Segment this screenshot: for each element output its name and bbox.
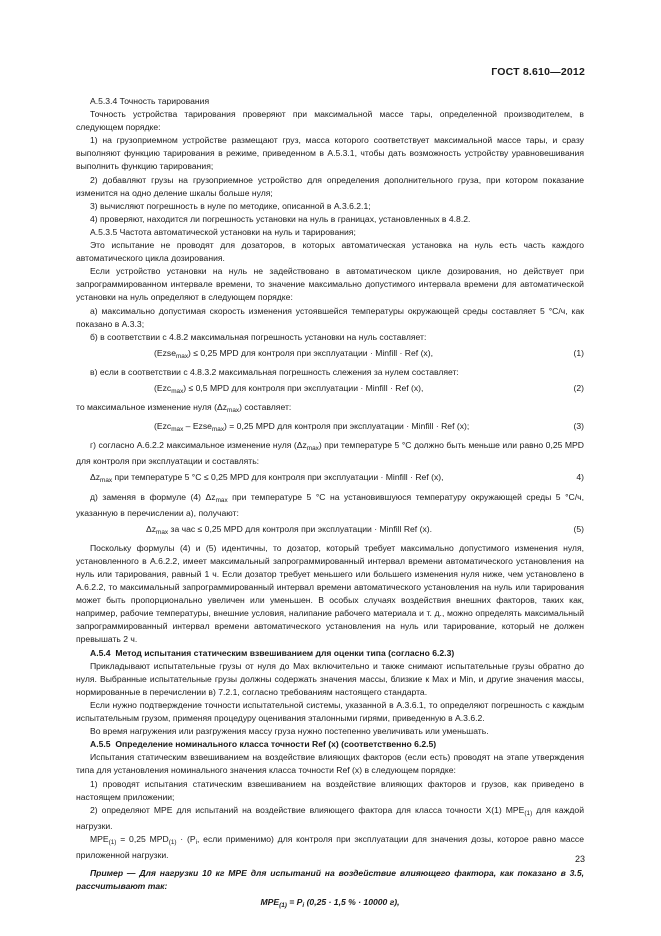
list-item: б) в соответствии с 4.8.2 максимальная погрешность установки на нуль составляет:	[90, 331, 427, 342]
formula-5	[76, 523, 584, 539]
paragraph: Испытания статическим взвешиванием на воздействие влияющих факторов (если есть) проводят на этапе утверждения типа для установления номинального значения класса точности Ref (x) в следующем порядке:	[76, 752, 584, 776]
formula-number: 4)	[576, 472, 584, 483]
paragraph: Если нужно подтверждение точности испытательной системы, указанной в А.3.6.1, то определяют погрешность с каждым испытательным грузом, применяя процедуру оценивания эталонными гирями, приведенную в А.3.6.2.	[76, 699, 584, 724]
list-item: д) заменяя в формуле (4) $\Delta z_{max}$ при температуре 5 °С на установившуюся температуру окружающей среды 5 °С/ч, указанную в перечислении а), получают:	[76, 491, 584, 518]
section-heading: А.5.3.4 Точность тарирования	[90, 96, 210, 106]
paragraph: $MPE_{(1)} = 0,25$ $MPD_{(1)} \cdot (P_i$, если применимо) для контроля при эксплуатации для значения дозы, которое равно массе приложенной нагрузки.	[76, 833, 585, 860]
formula-expression: $\Delta z_{max}$ при температуре 5 °С ≤ 0,25 MPD для контроля при эксплуатации · Minfill · Ref (x),	[90, 472, 444, 485]
formula-number: (2)	[573, 382, 584, 393]
formula-expression: $MPE_{(1)} = P_i$ (0,25 · 1,5 % · 10000 г),	[260, 897, 400, 910]
list-item: 2) добавляют грузы на грузоприемное устройство для определения дополнительного груза, при котором показание изменится на одно деление шкалы больше нуля;	[76, 174, 584, 198]
list-item: 1) проводят испытания статическим взвешиванием на воздействие влияющих факторов и грузов, как приведено в настоящем приложении;	[76, 778, 584, 802]
list-item: 4) проверяют, находится ли погрешность установки на нуль в границах, установленных в 4.8.2.	[90, 213, 471, 224]
formula-expression: (Ezc$_{max}$ – Ezse$_{max}$) = 0,25 MPD для контроля при эксплуатации · Minfill · Ref (x);	[154, 421, 470, 434]
document-header: ГОСТ 8.610—2012	[491, 66, 585, 78]
formula-number: (1)	[573, 347, 584, 358]
formula-3	[76, 420, 584, 436]
example-paragraph: Пример — Для нагрузки 10 кг МРЕ для испытаний на воздействие влияющего фактора, как показано в 3.5, рассчитывают так:	[76, 868, 584, 892]
page-number: 23	[574, 854, 585, 864]
section-heading: А.5.3.5 Частота автоматической установки на нуль и тарирования;	[90, 226, 356, 237]
section-heading: А.5.5 Определение номинального класса точности Ref (x) (соответственно 6.2.5)	[90, 739, 437, 750]
document-body	[76, 95, 584, 915]
formula-number: (3)	[573, 421, 584, 432]
paragraph: Это испытание не проводят для дозаторов, в которых автоматическая установка на нуль есть часть каждого автоматического цикла дозирования.	[76, 240, 584, 264]
list-item: а) максимально допустимая скорость изменения устоявшейся температуры окружающей среды составляет 5 °С/ч, как показано в А.3.3;	[76, 305, 584, 329]
paragraph: Прикладывают испытательные грузы от нуля до Max включительно и также снимают испытательные грузы обратно до нуля. Выбранные испытательные грузы должны содержать значения массы, близкие к Max и Min, и другие значения массы, нормированные в перечислении в) 7.2.1, согласно требованиям настоящего стандарта.	[76, 660, 584, 697]
paragraph: Точность устройства тарирования проверяют при максимальной массе тары, определенной производителем, в следующем порядке:	[76, 109, 584, 133]
formula-2	[76, 382, 584, 398]
formula-6	[76, 896, 584, 912]
list-item: 3) вычисляют погрешность в нуле по методике, описанной в А.3.6.2.1;	[90, 200, 371, 211]
list-item: г) согласно А.6.2.2 максимальное изменение нуля $(\Delta z_{max})$ при температуре 5 °С должно быть меньше или равно 0,25 MPD для контроля при эксплуатации и составлять:	[76, 440, 584, 467]
paragraph: Поскольку формулы (4) и (5) идентичны, то дозатор, который требует максимально допустимого изменения нуля, установленного в А.6.2.2, имеет максимальный запрограммированный интервал времени автоматического установления на нуль или тарирования, равный 1 ч. Если дозатор требует меньшего или большего изменения нуля ниже, чем установлено в А.6.2.2, то максимальный запрограммированный интервал времени автоматического установления на нуль или тарирования может быть пропорционально увеличен или уменьшен. В особых случаях воздействия внешних факторов, таких как, например, рабочие температуры, внешние условия, налипание рабочего материала и т. д., можно определять максимальный запрограммированный интервал времени автоматического установления на нуль или тарирование, который не должен превышать 2 ч.	[76, 542, 584, 645]
list-item: в) если в соответствии с 4.8.3.2 максимальная погрешность слежения за нулем составляет:	[90, 366, 459, 377]
list-item: 1) на грузоприемном устройстве размещают груз, масса которого соответствует максимальной массе тары, и сразу выполняют функцию тарирования в режиме, приведенном в А.5.3.1, чтобы дать возможность устройству уравновешивания выполнить функцию тарирования;	[76, 135, 584, 172]
section-heading: А.5.4 Метод испытания статическим взвешиванием для оценки типа (согласно 6.2.3)	[90, 647, 455, 658]
formula-4	[76, 471, 584, 487]
paragraph: Во время нагружения или разгружения массу груза нужно постепенно увеличивать или уменьшать.	[90, 726, 489, 737]
formula-expression: $\Delta z_{max}$ за час ≤ 0,25 MPD для контроля при эксплуатации · Minfill Ref (x).	[146, 523, 432, 536]
formula-number: (5)	[573, 523, 584, 534]
formula-expression: (Ezc$_{max}$) ≤ 0,5 MPD для контроля при эксплуатации · Minfill · Ref (x),	[154, 382, 424, 395]
paragraph: Если устройство установки на нуль не задействовано в автоматическом цикле дозирования, но действует при запрограммированном интервале времени, то значение максимально допустимого интервала времени для автоматической установки на нуль определяют в следующем порядке:	[76, 266, 584, 303]
paragraph: то максимальное изменение нуля $(\Delta z_{max})$ составляет:	[76, 402, 292, 415]
list-item: 2) определяют МРЕ для испытаний на воздействие влияющего фактора для класса точности X(1) $МРЕ_{(1)}$ для каждой нагрузки.	[76, 804, 585, 831]
formula-expression: (Ezse$_{max}$) ≤ 0,25 MPD для контроля при эксплуатации · Minfill · Ref (x),	[154, 347, 433, 360]
formula-1	[76, 347, 584, 363]
